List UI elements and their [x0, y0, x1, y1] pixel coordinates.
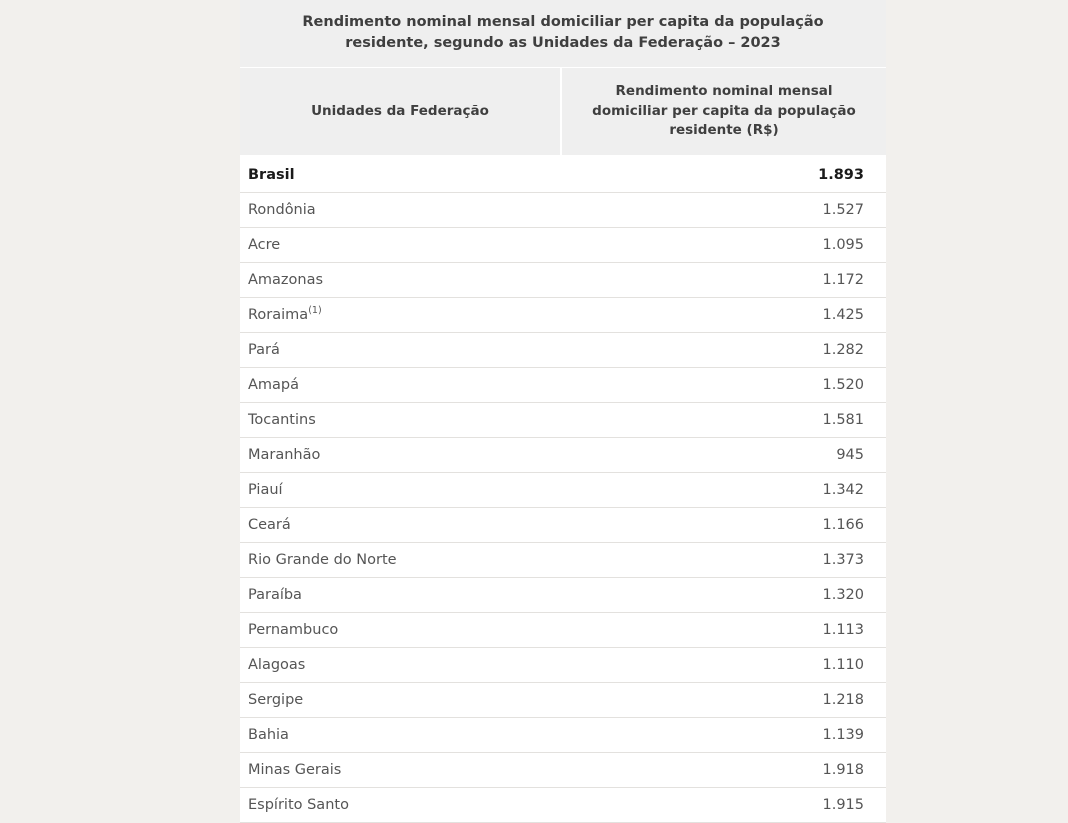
row-value-income: 1.139	[561, 717, 886, 752]
row-label-federation-unit: Sergipe	[240, 682, 561, 717]
row-label-federation-unit: Tocantins	[240, 402, 561, 437]
row-value-income: 1.527	[561, 192, 886, 227]
row-label-federation-unit: Acre	[240, 227, 561, 262]
row-label-federation-unit: Paraíba	[240, 577, 561, 612]
column-header-income-value: Rendimento nominal mensal domiciliar per capita da população residente (R$)	[561, 68, 886, 156]
table-row	[240, 262, 886, 297]
row-label-federation-unit: Maranhão	[240, 437, 561, 472]
table-row	[240, 297, 886, 332]
row-value-income: 1.425	[561, 297, 886, 332]
row-label-federation-unit: Pará	[240, 332, 561, 367]
statistics-table-container	[240, 0, 864, 823]
income-by-federation-unit-table	[240, 0, 886, 823]
row-label-federation-unit: Alagoas	[240, 647, 561, 682]
table-row	[240, 507, 886, 542]
table-row	[240, 156, 886, 192]
table-row	[240, 647, 886, 682]
row-value-income: 945	[561, 437, 886, 472]
row-label-federation-unit: Rondônia	[240, 192, 561, 227]
table-header	[240, 68, 886, 156]
row-label-federation-unit: Piauí	[240, 472, 561, 507]
row-label-federation-unit: Rio Grande do Norte	[240, 542, 561, 577]
table-body	[240, 156, 886, 822]
table-row	[240, 402, 886, 437]
row-label-federation-unit: Amazonas	[240, 262, 561, 297]
table-row	[240, 472, 886, 507]
table-row	[240, 192, 886, 227]
footnote-marker: (1)	[308, 304, 322, 316]
row-value-income: 1.373	[561, 542, 886, 577]
row-value-income: 1.218	[561, 682, 886, 717]
row-value-income: 1.918	[561, 752, 886, 787]
table-row	[240, 717, 886, 752]
row-value-income: 1.095	[561, 227, 886, 262]
row-value-income: 1.520	[561, 367, 886, 402]
row-value-income: 1.282	[561, 332, 886, 367]
table-row	[240, 437, 886, 472]
row-value-income: 1.320	[561, 577, 886, 612]
row-label-federation-unit: Amapá	[240, 367, 561, 402]
row-value-income: 1.893	[561, 156, 886, 192]
row-label-federation-unit: Roraima$^{(1)}$	[240, 297, 561, 332]
row-value-income: 1.172	[561, 262, 886, 297]
row-value-income: 1.342	[561, 472, 886, 507]
row-label-federation-unit: Minas Gerais	[240, 752, 561, 787]
table-header-row	[240, 68, 886, 156]
table-row	[240, 752, 886, 787]
row-value-income: 1.581	[561, 402, 886, 437]
column-header-federation-unit: Unidades da Federação	[240, 68, 561, 156]
row-value-income: 1.113	[561, 612, 886, 647]
table-caption: Rendimento nominal mensal domiciliar per capita da população residente, segundo as Unidades da Federação – 2023	[240, 0, 886, 68]
row-label-federation-unit: Ceará	[240, 507, 561, 542]
table-row	[240, 227, 886, 262]
table-row	[240, 367, 886, 402]
row-value-income: 1.915	[561, 787, 886, 822]
table-row	[240, 542, 886, 577]
row-label-federation-unit: Brasil	[240, 156, 561, 192]
row-value-income: 1.110	[561, 647, 886, 682]
row-label-federation-unit: Espírito Santo	[240, 787, 561, 822]
table-row	[240, 577, 886, 612]
table-row	[240, 332, 886, 367]
table-row	[240, 787, 886, 822]
table-row	[240, 612, 886, 647]
row-label-federation-unit: Bahia	[240, 717, 561, 752]
row-value-income: 1.166	[561, 507, 886, 542]
row-label-federation-unit: Pernambuco	[240, 612, 561, 647]
